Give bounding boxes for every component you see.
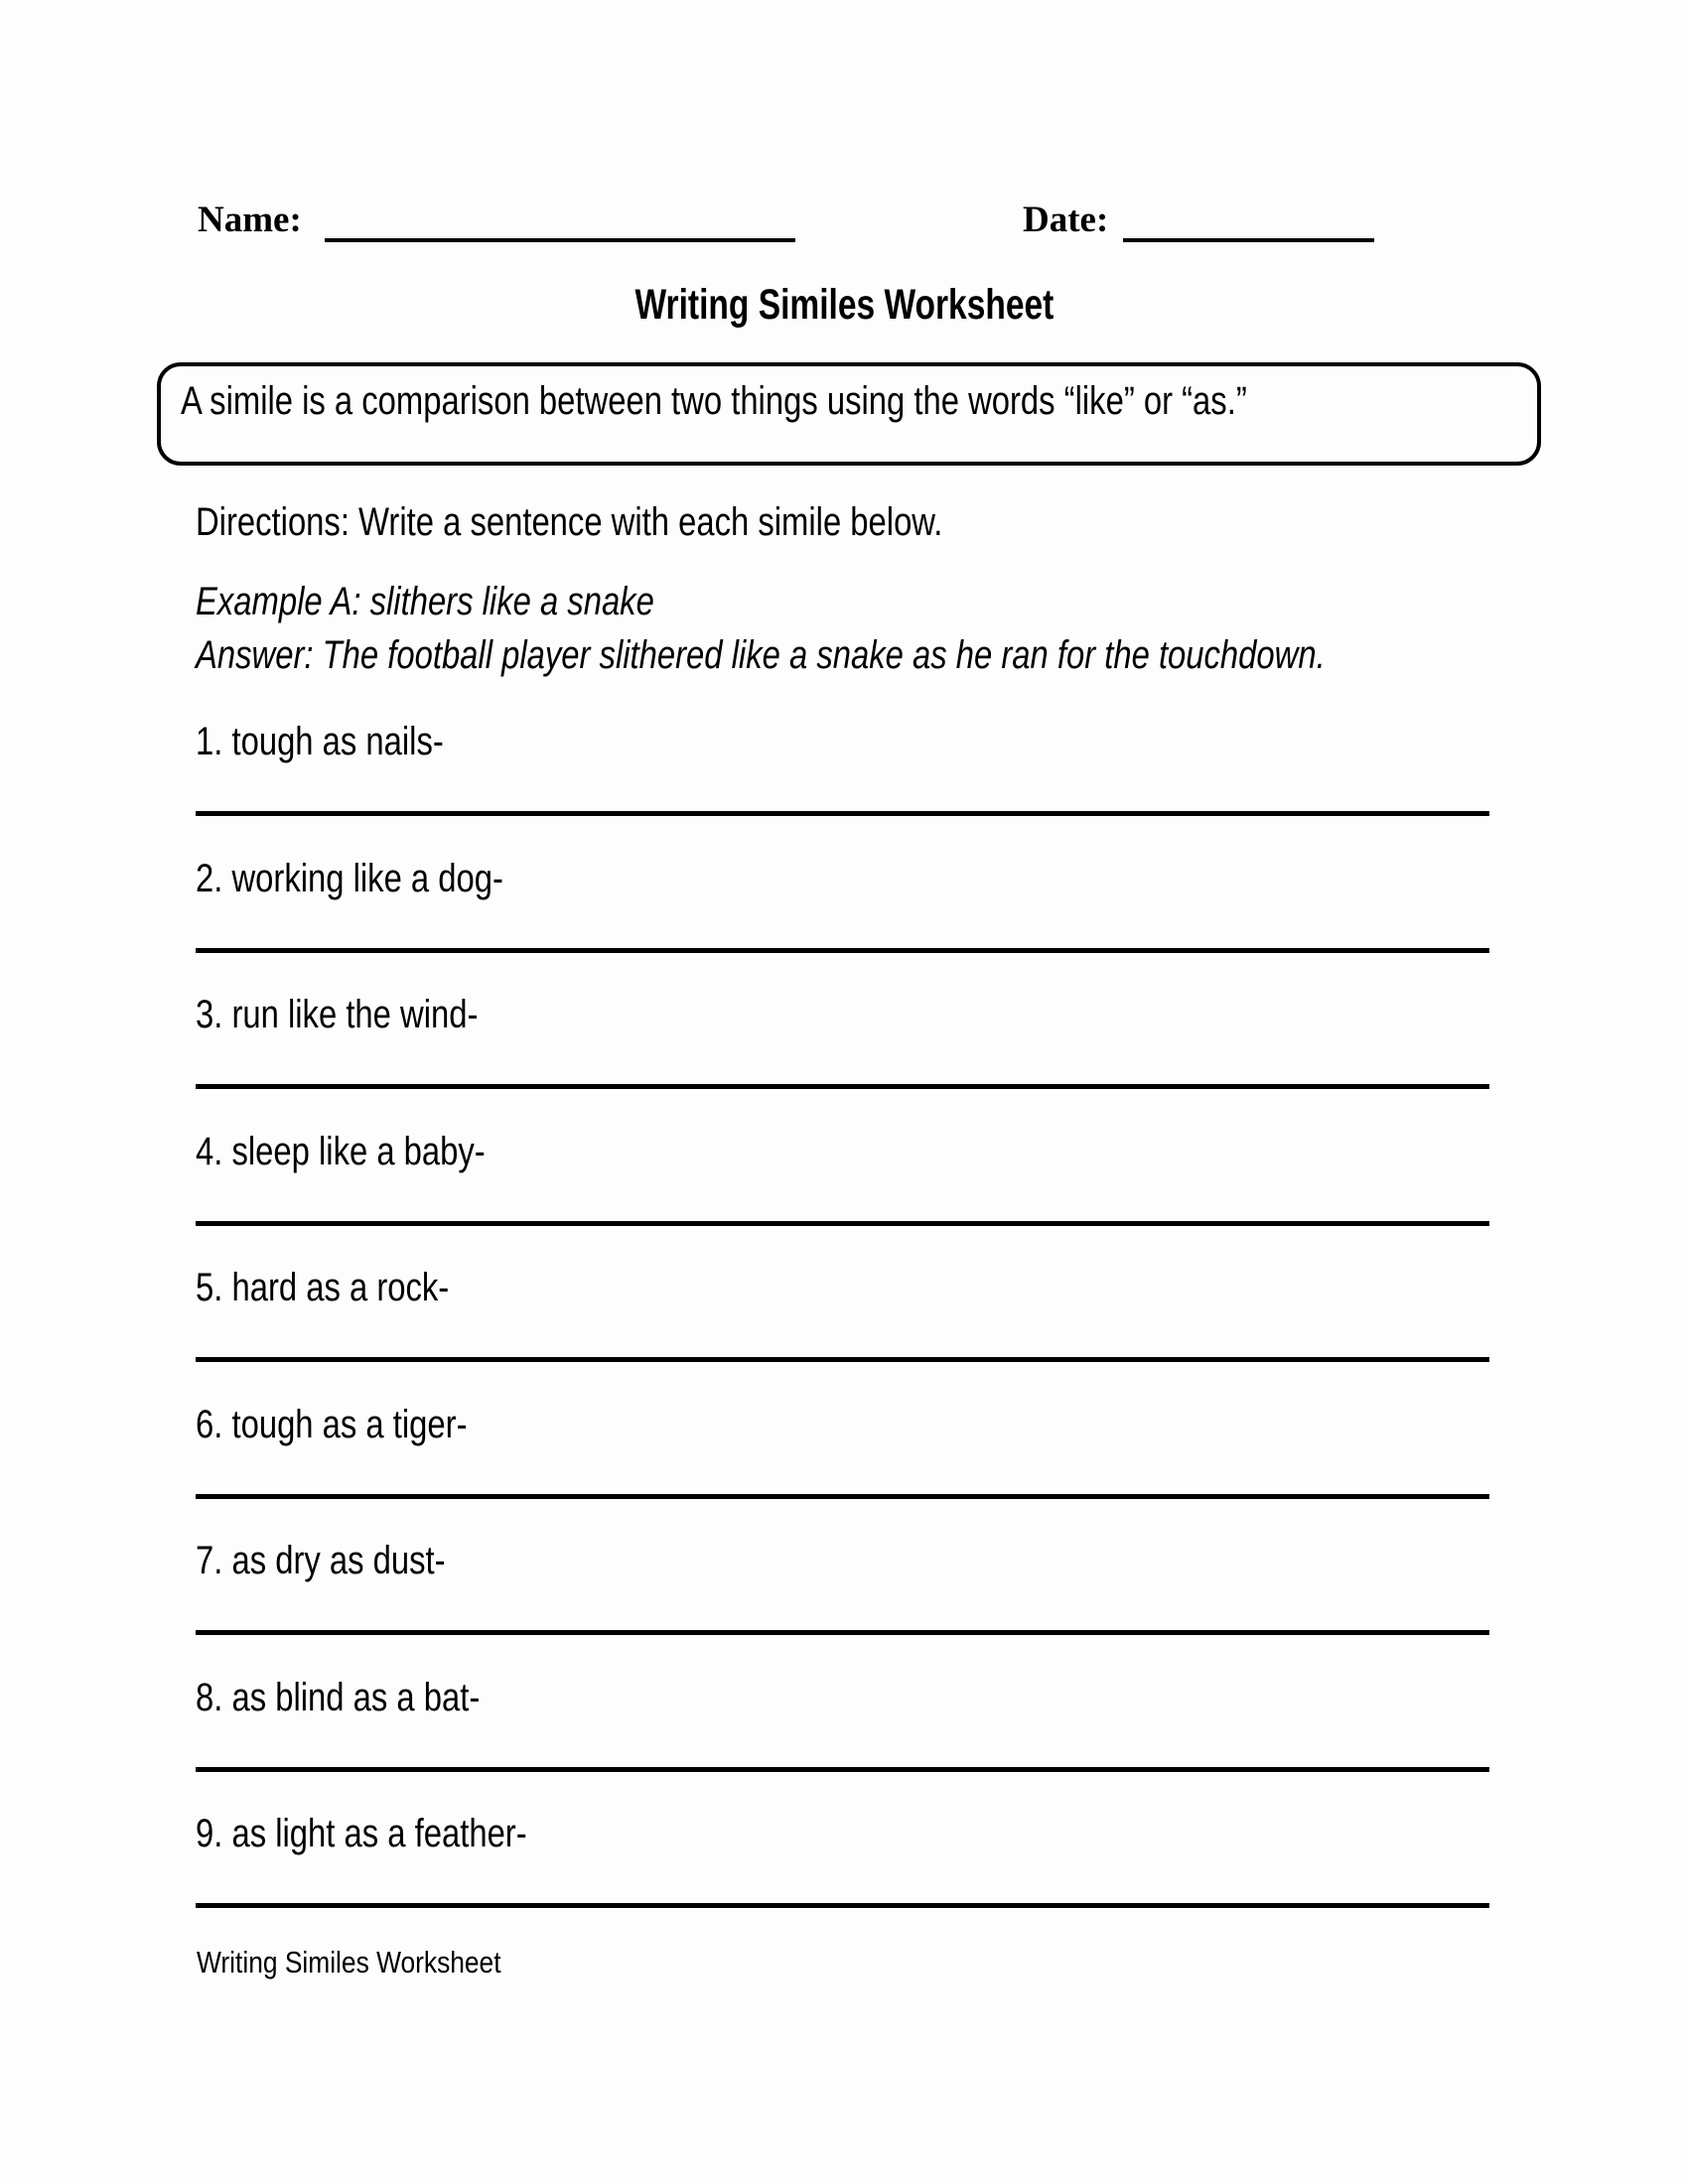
example-answer-text: Answer: The football player slithered like a snake as he ran for the touchdown.: [196, 633, 1326, 677]
simile-item: [196, 1403, 527, 1446]
simile-item-label: 9. as light as a feather-: [196, 1812, 527, 1855]
simile-item-label: 7. as dry as dust-: [196, 1539, 446, 1582]
simile-item-label: 4. sleep like a baby-: [196, 1129, 486, 1173]
answer-blank-line: [196, 1630, 1489, 1635]
answer-blank-line: [196, 1903, 1489, 1908]
answer-blank-line: [196, 1767, 1489, 1772]
simile-item-label: 6. tough as a tiger-: [196, 1402, 468, 1446]
definition-box: [157, 362, 1541, 466]
footer: [197, 1945, 555, 1980]
answer-blank-line: [196, 1494, 1489, 1499]
answer-blank-line: [196, 1357, 1489, 1362]
date-label: Date:: [1023, 200, 1109, 240]
example-answer: [196, 633, 1573, 677]
page-title: [0, 281, 1688, 329]
example-prompt: [196, 580, 755, 623]
directions-text: Directions: Write a sentence with each simile below.: [196, 500, 943, 544]
answer-blank-line: [196, 1084, 1489, 1089]
simile-item: [196, 993, 540, 1036]
answer-blank-line: [196, 811, 1489, 816]
simile-item: [196, 1539, 500, 1582]
simile-item-label: 1. tough as nails-: [196, 720, 444, 763]
simile-item: [196, 857, 571, 900]
directions: [196, 500, 1106, 544]
simile-item: [196, 1676, 542, 1719]
simile-item: [196, 720, 498, 763]
simile-item-label: 3. run like the wind-: [196, 993, 479, 1036]
name-blank-line: [325, 238, 795, 242]
simile-item-label: 2. working like a dog-: [196, 856, 503, 900]
simile-item: [196, 1812, 600, 1855]
name-label: Name:: [198, 200, 302, 240]
simile-item-label: 5. hard as a rock-: [196, 1266, 450, 1309]
date-blank-line: [1123, 238, 1374, 242]
page-title-text: Writing Similes Worksheet: [634, 281, 1054, 329]
simile-item: [196, 1130, 549, 1173]
footer-text: Writing Similes Worksheet: [197, 1945, 501, 1979]
simile-item-label: 8. as blind as a bat-: [196, 1675, 481, 1719]
answer-blank-line: [196, 948, 1489, 953]
example-prompt-text: Example A: slithers like a snake: [196, 580, 654, 623]
answer-blank-line: [196, 1221, 1489, 1226]
simile-item: [196, 1266, 504, 1309]
definition-text: A simile is a comparison between two things using the words “like” or “as.”: [181, 379, 1247, 423]
